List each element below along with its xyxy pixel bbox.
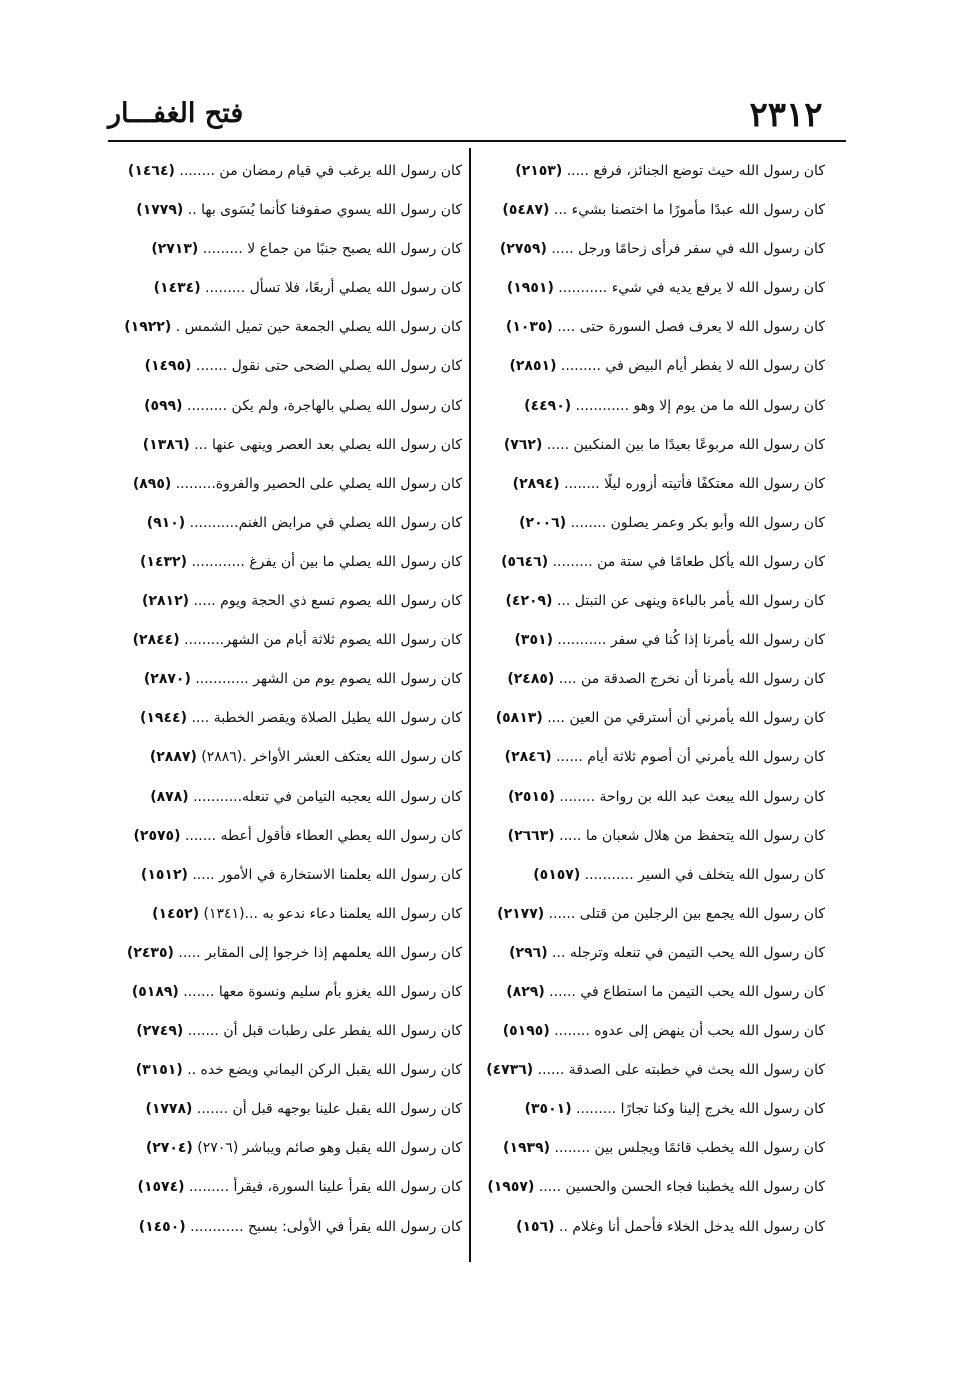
entry-reference: (٢٨٤٤) bbox=[132, 632, 180, 649]
header-rule bbox=[108, 140, 846, 142]
index-entry bbox=[110, 817, 462, 856]
entry-text: كان رسول الله يأمرنا أن نخرج الصدقة من .... bbox=[558, 671, 825, 688]
entry-reference: (٩١٠) bbox=[146, 514, 186, 531]
column-divider bbox=[469, 148, 471, 1262]
index-entry bbox=[110, 1168, 462, 1207]
entry-reference: (٢٥١٥) bbox=[507, 788, 555, 805]
entry-reference: (١٠٣٥) bbox=[505, 319, 553, 336]
index-entry bbox=[110, 230, 462, 269]
index-entry bbox=[110, 621, 462, 660]
index-entry bbox=[480, 621, 825, 660]
entry-reference: (١٧٧٨) bbox=[145, 1101, 193, 1118]
entry-text: كان رسول الله يصلي على الحصير والفروة......... bbox=[175, 475, 462, 492]
index-entry bbox=[480, 778, 825, 817]
entry-reference: (١٩٥٧) bbox=[487, 1179, 535, 1196]
index-entry bbox=[480, 191, 825, 230]
entry-reference: (٢٧٤٩) bbox=[136, 1023, 184, 1040]
entry-text: كان رسول الله يعلمنا دعاء ندعو به ...(١٣٤١) bbox=[203, 905, 462, 922]
entry-text: كان رسول الله يجمع بين الرجلين من قتلى ...... bbox=[548, 905, 825, 922]
entry-text: كان رسول الله يتحفظ من هلال شعبان ما ..... bbox=[559, 827, 825, 844]
entry-reference: (١٣٨٦) bbox=[142, 436, 190, 453]
entry-text: كان رسول الله يقبل علينا بوجهه قبل أن ....... bbox=[196, 1101, 462, 1118]
index-entry bbox=[480, 895, 825, 934]
entry-text: كان رسول الله يعلمنا الاستخارة في الأمور ..... bbox=[192, 866, 462, 883]
index-entry bbox=[480, 504, 825, 543]
index-entry bbox=[480, 973, 825, 1012]
index-entry bbox=[110, 582, 462, 621]
right-column bbox=[480, 152, 825, 1247]
entry-text: كان رسول الله لا يعرف فصل السورة حتى .... bbox=[557, 319, 825, 336]
entry-reference: (٣١٥١) bbox=[135, 1062, 183, 1079]
index-entry bbox=[480, 308, 825, 347]
entry-reference: (١٤٣٢) bbox=[140, 553, 188, 570]
entry-text: كان رسول الله يصلي في مرابض الغنم........... bbox=[189, 514, 462, 531]
index-entry bbox=[480, 1051, 825, 1090]
entry-reference: (٥٨١٣) bbox=[495, 710, 543, 727]
entry-reference: (١٥٧٤) bbox=[137, 1179, 185, 1196]
entry-reference: (٣٥٠١) bbox=[524, 1101, 572, 1118]
entry-reference: (٢٦٦٣) bbox=[507, 827, 555, 844]
index-entry bbox=[110, 387, 462, 426]
entry-reference: (٧٦٢) bbox=[503, 436, 543, 453]
entry-reference: (٥١٥٧) bbox=[533, 866, 581, 883]
index-entry bbox=[110, 1129, 462, 1168]
entry-text: كان رسول الله يعلمهم إذا خرجوا إلى المقابر ..... bbox=[178, 944, 462, 961]
entry-reference: (٢٨٥١) bbox=[509, 358, 557, 375]
index-entry bbox=[110, 738, 462, 777]
entry-text: كان رسول الله يقبل الركن اليماني ويضع خده .. bbox=[187, 1062, 462, 1079]
entry-reference: (٥٦٤٦) bbox=[501, 553, 549, 570]
entry-reference: (٤٧٣٦) bbox=[486, 1062, 534, 1079]
entry-reference: (٣٥١) bbox=[514, 632, 553, 649]
entry-text: كان رسول الله يصبح جنبًا من جماع لا ......... bbox=[202, 241, 462, 258]
entry-text: كان رسول الله يصلي الجمعة حين تميل الشمس . bbox=[175, 319, 462, 336]
entry-text: كان رسول الله مربوعًا بعيدًا ما بين المنكبين ..... bbox=[546, 436, 825, 453]
index-entry bbox=[480, 934, 825, 973]
index-entry bbox=[480, 582, 825, 621]
entry-text: كان رسول الله يفطر على رطبات قبل أن ....... bbox=[187, 1023, 462, 1040]
entry-text: كان رسول الله يخطبنا فجاء الحسن والحسين ..... bbox=[538, 1179, 825, 1196]
index-entry bbox=[110, 269, 462, 308]
entry-text: كان رسول الله يسوي صفوفنا كأنما يُسَوى بها .. bbox=[187, 202, 462, 219]
index-entry bbox=[480, 1168, 825, 1207]
index-entry bbox=[480, 387, 825, 426]
entry-text: كان رسول الله يصلي بعد العصر وينهى عنها ... bbox=[194, 436, 462, 453]
entry-reference: (٢٤٨٥) bbox=[507, 671, 555, 688]
entry-text: كان رسول الله وأبو بكر وعمر يصلون ........ bbox=[570, 514, 825, 531]
index-entry bbox=[480, 152, 825, 191]
index-entry bbox=[480, 699, 825, 738]
entry-reference: (٢٨٧٠) bbox=[143, 671, 191, 688]
entry-reference: (٢٨١٢) bbox=[142, 593, 190, 610]
index-entry bbox=[110, 934, 462, 973]
entry-text: كان رسول الله يتخلف في السير ........... bbox=[584, 866, 825, 883]
index-entry bbox=[110, 856, 462, 895]
index-entry bbox=[110, 504, 462, 543]
entry-reference: (١٩٤٤) bbox=[139, 710, 187, 727]
entry-reference: (٨٢٩) bbox=[506, 983, 545, 1000]
entry-reference: (٢٩٦) bbox=[509, 944, 548, 961]
entry-text: كان رسول الله يحث في خطبته على الصدقة ...... bbox=[537, 1062, 825, 1079]
entry-text: كان رسول الله يأمر بالباءة وينهى عن التبتل ... bbox=[556, 593, 825, 610]
index-entry bbox=[480, 543, 825, 582]
entry-reference: (٢٧٠٤) bbox=[145, 1140, 193, 1157]
entry-text: كان رسول الله يبعث عبد الله بن رواحة ........ bbox=[559, 788, 825, 805]
entry-text: كان رسول الله يحب التيمن ما استطاع في ...... bbox=[549, 983, 825, 1000]
entry-reference: (٢٤٣٥) bbox=[126, 944, 174, 961]
index-entry bbox=[480, 1129, 825, 1168]
entry-reference: (١٤٩٥) bbox=[144, 358, 192, 375]
entry-text: كان رسول الله يحب التيمن في تنعله وترجله ... bbox=[552, 944, 825, 961]
index-entry bbox=[110, 973, 462, 1012]
entry-reference: (٢١٧٧) bbox=[497, 905, 545, 922]
entry-reference: (١٩٣٩) bbox=[503, 1140, 551, 1157]
book-title: فتح الغفـــار bbox=[108, 98, 244, 129]
entry-reference: (١٤٦٤) bbox=[127, 163, 175, 179]
entry-text: كان رسول الله يعطي العطاء فأقول أعطه ....... bbox=[184, 827, 462, 844]
entry-reference: (١٥٦) bbox=[516, 1218, 555, 1235]
entry-text: كان رسول الله يصوم يوم من الشهر ............ bbox=[195, 671, 462, 688]
entry-reference: (٢٨٨٧) bbox=[149, 749, 197, 766]
index-entry bbox=[480, 738, 825, 777]
entry-text: كان رسول الله يصوم تسع ذي الحجة ويوم ..... bbox=[193, 593, 462, 610]
entry-reference: (١٩٥١) bbox=[506, 280, 554, 297]
index-entry bbox=[110, 1090, 462, 1129]
entry-reference: (٢٨٩٤) bbox=[512, 475, 560, 492]
index-entry bbox=[480, 856, 825, 895]
entry-text: كان رسول الله يقبل وهو صائم ويباشر (٢٧٠٦) bbox=[197, 1140, 462, 1157]
entry-text: كان رسول الله يخطب قائمًا ويجلس بين ........ bbox=[554, 1140, 825, 1157]
entry-reference: (٢٠٠٦) bbox=[519, 514, 567, 531]
index-entry bbox=[110, 1208, 462, 1247]
entry-text: كان رسول الله يأكل طعامًا في ستة من ......... bbox=[552, 553, 825, 570]
index-entry bbox=[110, 1051, 462, 1090]
entry-text: كان رسول الله ما من يوم إلا وهو ............ bbox=[575, 397, 825, 414]
entry-reference: (٥٤٨٧) bbox=[502, 202, 550, 219]
entry-text: كان رسول الله يأمرني أن أصوم ثلاثة أيام ...... bbox=[556, 749, 825, 766]
entry-reference: (٥٩٩) bbox=[144, 397, 183, 414]
entry-reference: (٨٩٥) bbox=[132, 475, 172, 492]
index-entry bbox=[110, 699, 462, 738]
index-entry bbox=[110, 191, 462, 230]
entry-text: كان رسول الله يخرج إلينا وكنا تجارًا ......... bbox=[576, 1101, 825, 1118]
entry-reference: (٢١٥٣) bbox=[515, 163, 563, 179]
entry-text: كان رسول الله يعجبه التيامن في تنعله........... bbox=[193, 788, 462, 805]
entry-reference: (١٤٥٢) bbox=[152, 905, 200, 922]
index-entry bbox=[480, 426, 825, 465]
entry-text: كان رسول الله يأمرنا إذا كُنا في سفر ........... bbox=[557, 632, 825, 649]
entry-text: كان رسول الله يصلي الضحى حتى نقول ....... bbox=[196, 358, 462, 375]
index-entry bbox=[110, 426, 462, 465]
entry-text: كان رسول الله يغزو بأم سليم ونسوة معها ....... bbox=[183, 983, 462, 1000]
index-entry bbox=[110, 152, 462, 191]
index-entry bbox=[110, 465, 462, 504]
entry-reference: (٨٧٨) bbox=[150, 788, 189, 805]
index-entry bbox=[110, 895, 462, 934]
index-entry bbox=[110, 308, 462, 347]
entry-text: كان رسول الله لا يرفع يديه في شيء ........... bbox=[558, 280, 825, 297]
entry-text: كان رسول الله يدخل الخلاء فأحمل أنا وغلام .. bbox=[559, 1218, 825, 1235]
index-entry bbox=[110, 543, 462, 582]
entry-reference: (١٥١٢) bbox=[140, 866, 188, 883]
index-entry bbox=[480, 230, 825, 269]
entry-reference: (١٧٧٩) bbox=[136, 202, 184, 219]
entry-text: كان رسول الله يصلي ما بين أن يفرغ ............ bbox=[191, 553, 462, 570]
entry-reference: (١٤٥٠) bbox=[138, 1218, 186, 1235]
entry-text: كان رسول الله عبدًا مأمورًا ما اختصنا بشيء ... bbox=[553, 202, 825, 219]
index-entry bbox=[480, 1208, 825, 1247]
left-column bbox=[110, 152, 462, 1247]
index-entry bbox=[110, 347, 462, 386]
index-entry bbox=[480, 660, 825, 699]
index-entry bbox=[110, 778, 462, 817]
entry-reference: (٥١٩٥) bbox=[502, 1023, 550, 1040]
entry-reference: (٤٢٠٩) bbox=[505, 593, 553, 610]
index-entry bbox=[480, 465, 825, 504]
index-entry bbox=[480, 1090, 825, 1129]
entry-reference: (١٩٢٢) bbox=[124, 319, 172, 336]
entry-text: كان رسول الله يصلي أربعًا، فلا تسأل ......... bbox=[205, 280, 462, 297]
index-entry bbox=[480, 1012, 825, 1051]
entry-text: كان رسول الله لا يفطر أيام البيض في ......... bbox=[560, 358, 825, 375]
entry-text: كان رسول الله يأمرني أن أسترقي من العين .... bbox=[547, 710, 825, 727]
index-entry bbox=[110, 1012, 462, 1051]
entry-text: كان رسول الله معتكفًا فأتيته أزوره ليلًا ........ bbox=[564, 475, 825, 492]
entry-text: كان رسول الله يحب أن ينهض إلى عدوه ........ bbox=[554, 1023, 825, 1040]
entry-reference: (٢٧١٣) bbox=[151, 241, 199, 258]
entry-text: كان رسول الله يطيل الصلاة ويقصر الخطبة .... bbox=[191, 710, 462, 727]
index-entry bbox=[110, 660, 462, 699]
entry-text: كان رسول الله حيث توضع الجنائز، فرفع ..... bbox=[566, 163, 825, 179]
index-entry bbox=[480, 817, 825, 856]
entry-reference: (٢٧٥٩) bbox=[499, 241, 547, 258]
entry-text: كان رسول الله يعتكف العشر الأواخر .(٢٨٨٦) bbox=[201, 749, 462, 766]
entry-text: كان رسول الله يصلي بالهاجرة، ولم يكن ......... bbox=[187, 397, 462, 414]
index-entry bbox=[480, 269, 825, 308]
entry-text: كان رسول الله يقرأ علينا السورة، فيقرأ ......... bbox=[188, 1179, 462, 1196]
entry-text: كان رسول الله يرغب في قيام رمضان من ........ bbox=[179, 163, 462, 179]
entry-text: كان رسول الله يقرأ في الأولى: بسبح ............ bbox=[190, 1218, 462, 1235]
index-entry bbox=[480, 347, 825, 386]
entry-reference: (٥١٨٩) bbox=[131, 983, 179, 1000]
page-number: ٢٣١٢ bbox=[749, 95, 823, 135]
entry-reference: (٢٥٧٥) bbox=[133, 827, 181, 844]
entry-reference: (٤٤٩٠) bbox=[524, 397, 572, 414]
entry-text: كان رسول الله يصوم ثلاثة أيام من الشهر......... bbox=[184, 632, 462, 649]
entry-reference: (٢٨٤٦) bbox=[504, 749, 552, 766]
entry-reference: (١٤٣٤) bbox=[153, 280, 201, 297]
entry-text: كان رسول الله في سفر فرأى زحامًا ورجل ..... bbox=[551, 241, 825, 258]
